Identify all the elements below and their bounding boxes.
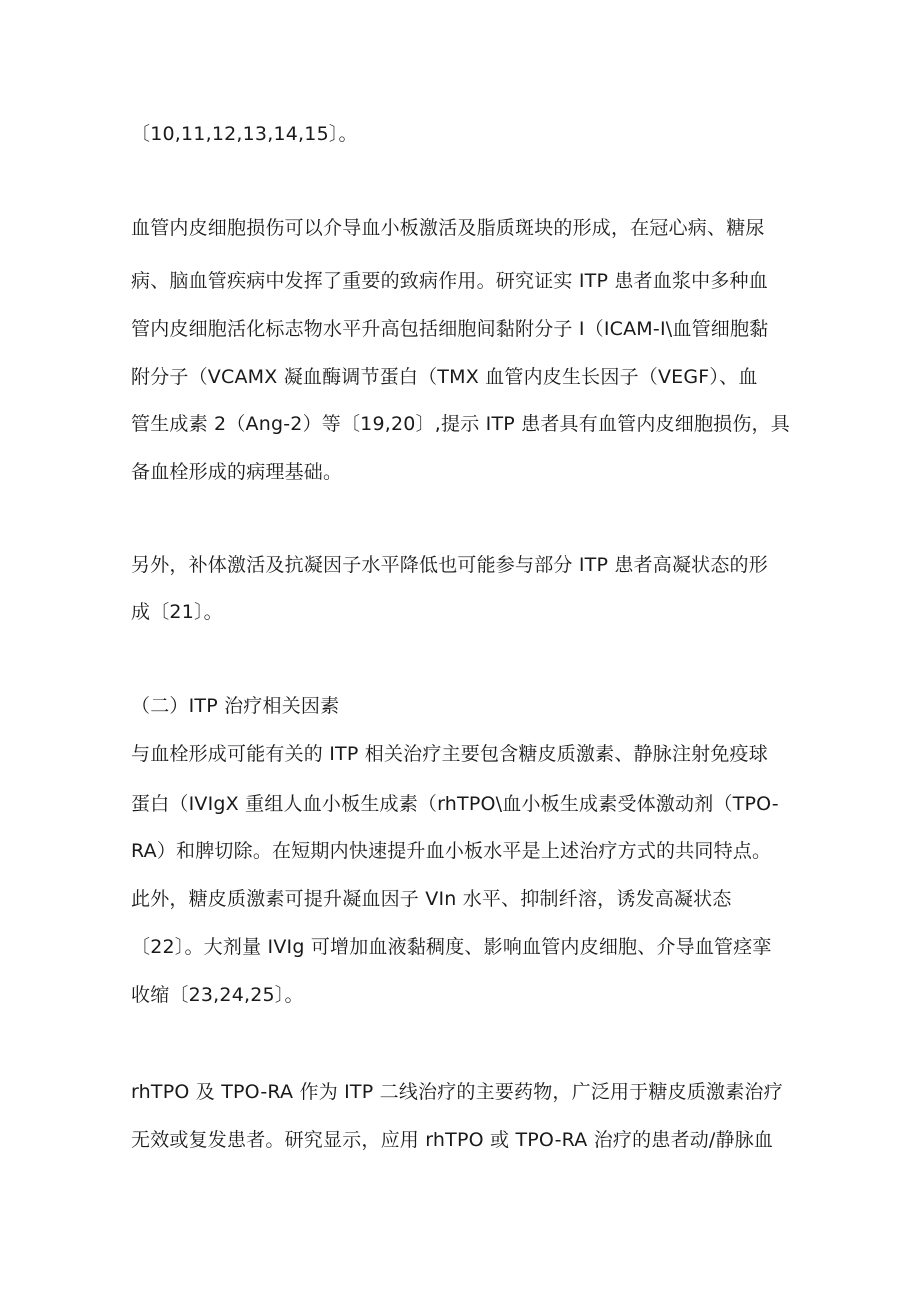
paragraph-line: 血管内皮细胞损伤可以介导血小板激活及脂质斑块的形成，在冠心病、糖尿	[131, 217, 765, 239]
paragraph-line: 管内皮细胞活化标志物水平升高包括细胞间黏附分子 I（ICAM-I\血管细胞黏	[131, 318, 769, 340]
paragraph-line: 收缩〔23,24,25〕。	[131, 984, 304, 1006]
section-heading: （二）ITP 治疗相关因素	[131, 695, 340, 717]
paragraph-line: RA）和脾切除。在短期内快速提升血小板水平是上述治疗方式的共同特点。	[131, 840, 772, 862]
paragraph-line: rhTPO 及 TPO-RA 作为 ITP 二线治疗的主要药物，广泛用于糖皮质激素治疗	[131, 1081, 783, 1103]
text-line-references: 〔10,11,12,13,14,15〕。	[131, 123, 358, 145]
paragraph-line: 备血栓形成的病理基础。	[131, 461, 343, 483]
paragraph-line: 管生成素 2（Ang-2）等〔19,20〕,提示 ITP 患者具有血管内皮细胞损伤，具	[131, 413, 790, 435]
paragraph-line: 蛋白（IVIgX 重组人血小板生成素（rhTPO\血小板生成素受体激动剂（TPO-	[131, 793, 779, 815]
paragraph-line: 此外，糖皮质激素可提升凝血因子 VIn 水平、抑制纤溶，诱发高凝状态	[131, 888, 732, 910]
paragraph-line: 成〔21〕。	[131, 601, 223, 623]
paragraph-line: 无效或复发患者。研究显示，应用 rhTPO 或 TPO-RA 治疗的患者动/静脉血	[131, 1129, 774, 1151]
paragraph-line: 附分子（VCAMX 凝血酶调节蛋白（TMX 血管内皮生长因子（VEGF）、血	[131, 366, 758, 388]
paragraph-line: 与血栓形成可能有关的 ITP 相关治疗主要包含糖皮质激素、静脉注射免疫球	[131, 743, 768, 765]
paragraph-line: 〔22〕。大剂量 IVIg 可增加血液黏稠度、影响血管内皮细胞、介导血管痉挛	[131, 936, 772, 958]
paragraph-line: 另外，补体激活及抗凝因子水平降低也可能参与部分 ITP 患者高凝状态的形	[131, 554, 768, 576]
paragraph-line: 病、脑血管疾病中发挥了重要的致病作用。研究证实 ITP 患者血浆中多种血	[131, 270, 768, 292]
